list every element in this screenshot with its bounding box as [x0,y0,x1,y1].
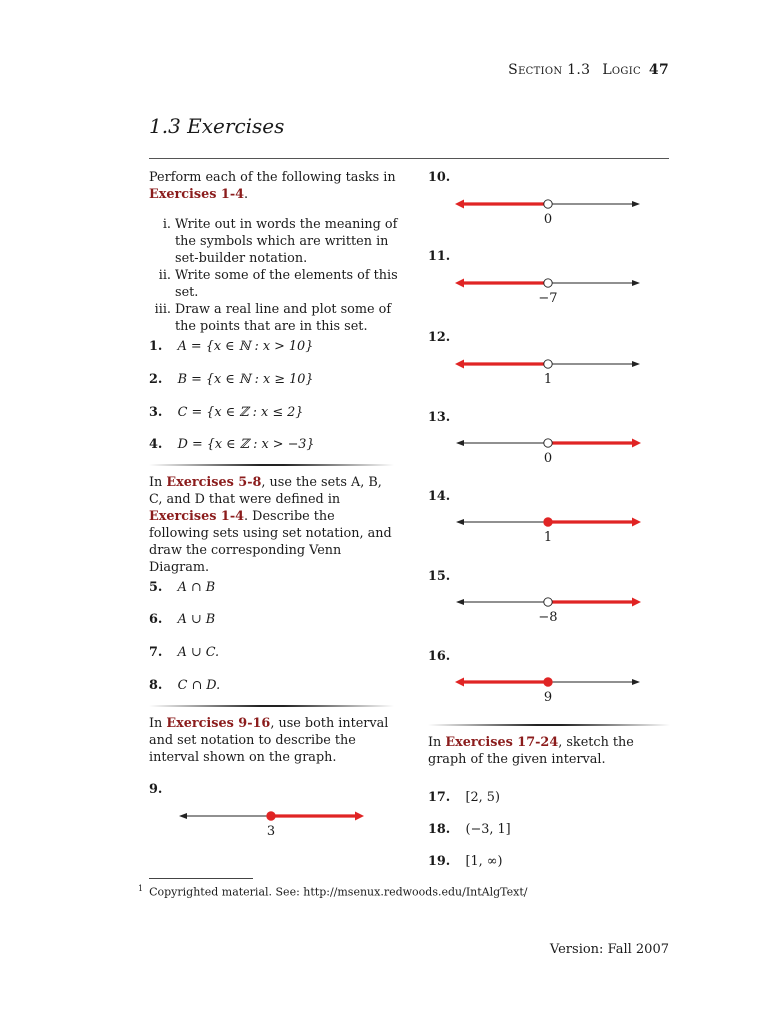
axis-arrow-left [456,599,464,605]
number-line-svg [455,431,641,473]
exercise-9-label: 9. [149,782,163,797]
running-header [508,62,669,78]
task-item: ii. Write some of the elements of this set. [158,268,398,300]
interval-arrow [632,518,641,527]
exercise-10-label: 10. [428,170,451,185]
link-exercises-1-4[interactable]: Exercises 1-4 [149,509,245,524]
open-endpoint [544,200,552,208]
link-exercises-5-8[interactable]: Exercises 5-8 [166,475,262,490]
link-exercises-17-24[interactable]: Exercises 17-24 [445,735,559,750]
interval-arrow [455,678,464,687]
exercise-8: 8. C ∩ D. [149,678,221,693]
interval-arrow [632,598,641,607]
endpoint-label: 1 [543,530,553,545]
task-item: i. Write out in words the meaning of the symbols which are written in set-builder notation. [162,217,398,266]
endpoint-label: 0 [543,212,553,227]
closed-endpoint [544,518,552,526]
page-number: 47 [648,62,669,78]
paragraph-9-16: In Exercises 9-16, use both interval and set notation to describe the interval shown on the graph. [149,716,389,765]
divider [149,705,394,707]
closed-endpoint [267,812,275,820]
version-footer: Version: Fall 2007 [549,942,669,957]
interval-arrow [355,812,364,821]
number-line-12 [455,352,641,398]
header-topic: Logic [602,62,641,78]
exercise-3: 3. C = {x ∈ ℤ : x ≤ 2} [149,405,304,420]
endpoint-label: −7 [538,291,558,306]
footnote: $^1$ Copyrighted material. See: http://msenux.redwoods.edu/IntAlgText/ [138,884,528,899]
link-exercises-9-16[interactable]: Exercises 9-16 [166,716,271,731]
axis-arrow-left [179,813,187,819]
endpoint-label: 1 [543,372,553,387]
open-endpoint [544,439,552,447]
exercise-11-label: 11. [428,249,451,264]
axis-arrow-right [632,201,640,207]
exercise-4: 4. D = {x ∈ ℤ : x > −3} [149,437,315,452]
exercise-16-label: 16. [428,649,451,664]
exercise-7: 7. A ∪ C. [149,645,220,660]
divider [149,464,394,466]
endpoint-label: 3 [266,824,276,839]
number-line-16 [455,670,641,716]
exercise-18: 18. (−3, 1] [428,822,511,837]
number-line-svg [178,804,364,846]
exercise-14-label: 14. [428,489,451,504]
task-list [149,216,399,335]
axis-arrow-right [632,679,640,685]
number-line-9 [178,804,364,850]
number-line-11 [455,271,641,317]
axis-arrow-right [632,361,640,367]
number-line-svg [455,271,641,313]
exercise-13-label: 13. [428,410,451,425]
exercise-15-label: 15. [428,569,451,584]
number-line-svg [455,192,641,234]
number-line-13 [455,431,641,477]
number-line-10 [455,192,641,238]
exercise-17: 17. [2, 5) [428,790,500,805]
exercise-2: 2. B = {x ∈ ℕ : x ≥ 10} [149,372,314,387]
number-line-svg [455,590,641,632]
open-endpoint [544,360,552,368]
open-endpoint [544,279,552,287]
number-line-15 [455,590,641,636]
intro-paragraph: Perform each of the following tasks in Exercises 1-4. [149,170,396,202]
page-title: 1.3 Exercises [149,114,285,138]
number-line-14 [455,510,641,556]
task-item: iii. Draw a real line and plot some of the points that are in this set. [154,302,392,334]
closed-endpoint [544,678,552,686]
paragraph-17-24: In Exercises 17-24, sketch the graph of the given interval. [428,735,634,767]
open-endpoint [544,598,552,606]
interval-arrow [455,200,464,209]
footnote-rule [149,878,253,879]
interval-arrow [455,360,464,369]
exercise-5: 5. A ∩ B [149,580,216,595]
interval-arrow [455,279,464,288]
header-section: Section 1.3 [508,62,591,78]
divider [428,724,670,726]
exercise-19: 19. [1, ∞) [428,854,503,869]
axis-arrow-left [456,519,464,525]
number-line-svg [455,352,641,394]
exercise-6: 6. A ∪ B [149,612,216,627]
endpoint-label: 0 [543,451,553,466]
exercise-12-label: 12. [428,330,451,345]
axis-arrow-left [456,440,464,446]
exercise-1: 1. A = {x ∈ ℕ : x > 10} [149,339,314,354]
number-line-svg [455,510,641,552]
number-line-svg [455,670,641,712]
title-rule [149,158,669,159]
endpoint-label: −8 [538,610,558,625]
axis-arrow-right [632,280,640,286]
interval-arrow [632,439,641,448]
paragraph-5-8: In Exercises 5-8, use the sets A, B, C, and D that were defined in Exercises 1-4. Describe the following sets using set notation, and draw the corresponding Venn Diagram. [149,475,392,575]
endpoint-label: 9 [543,690,553,705]
link-exercises-1-4[interactable]: Exercises 1-4 [149,187,245,202]
